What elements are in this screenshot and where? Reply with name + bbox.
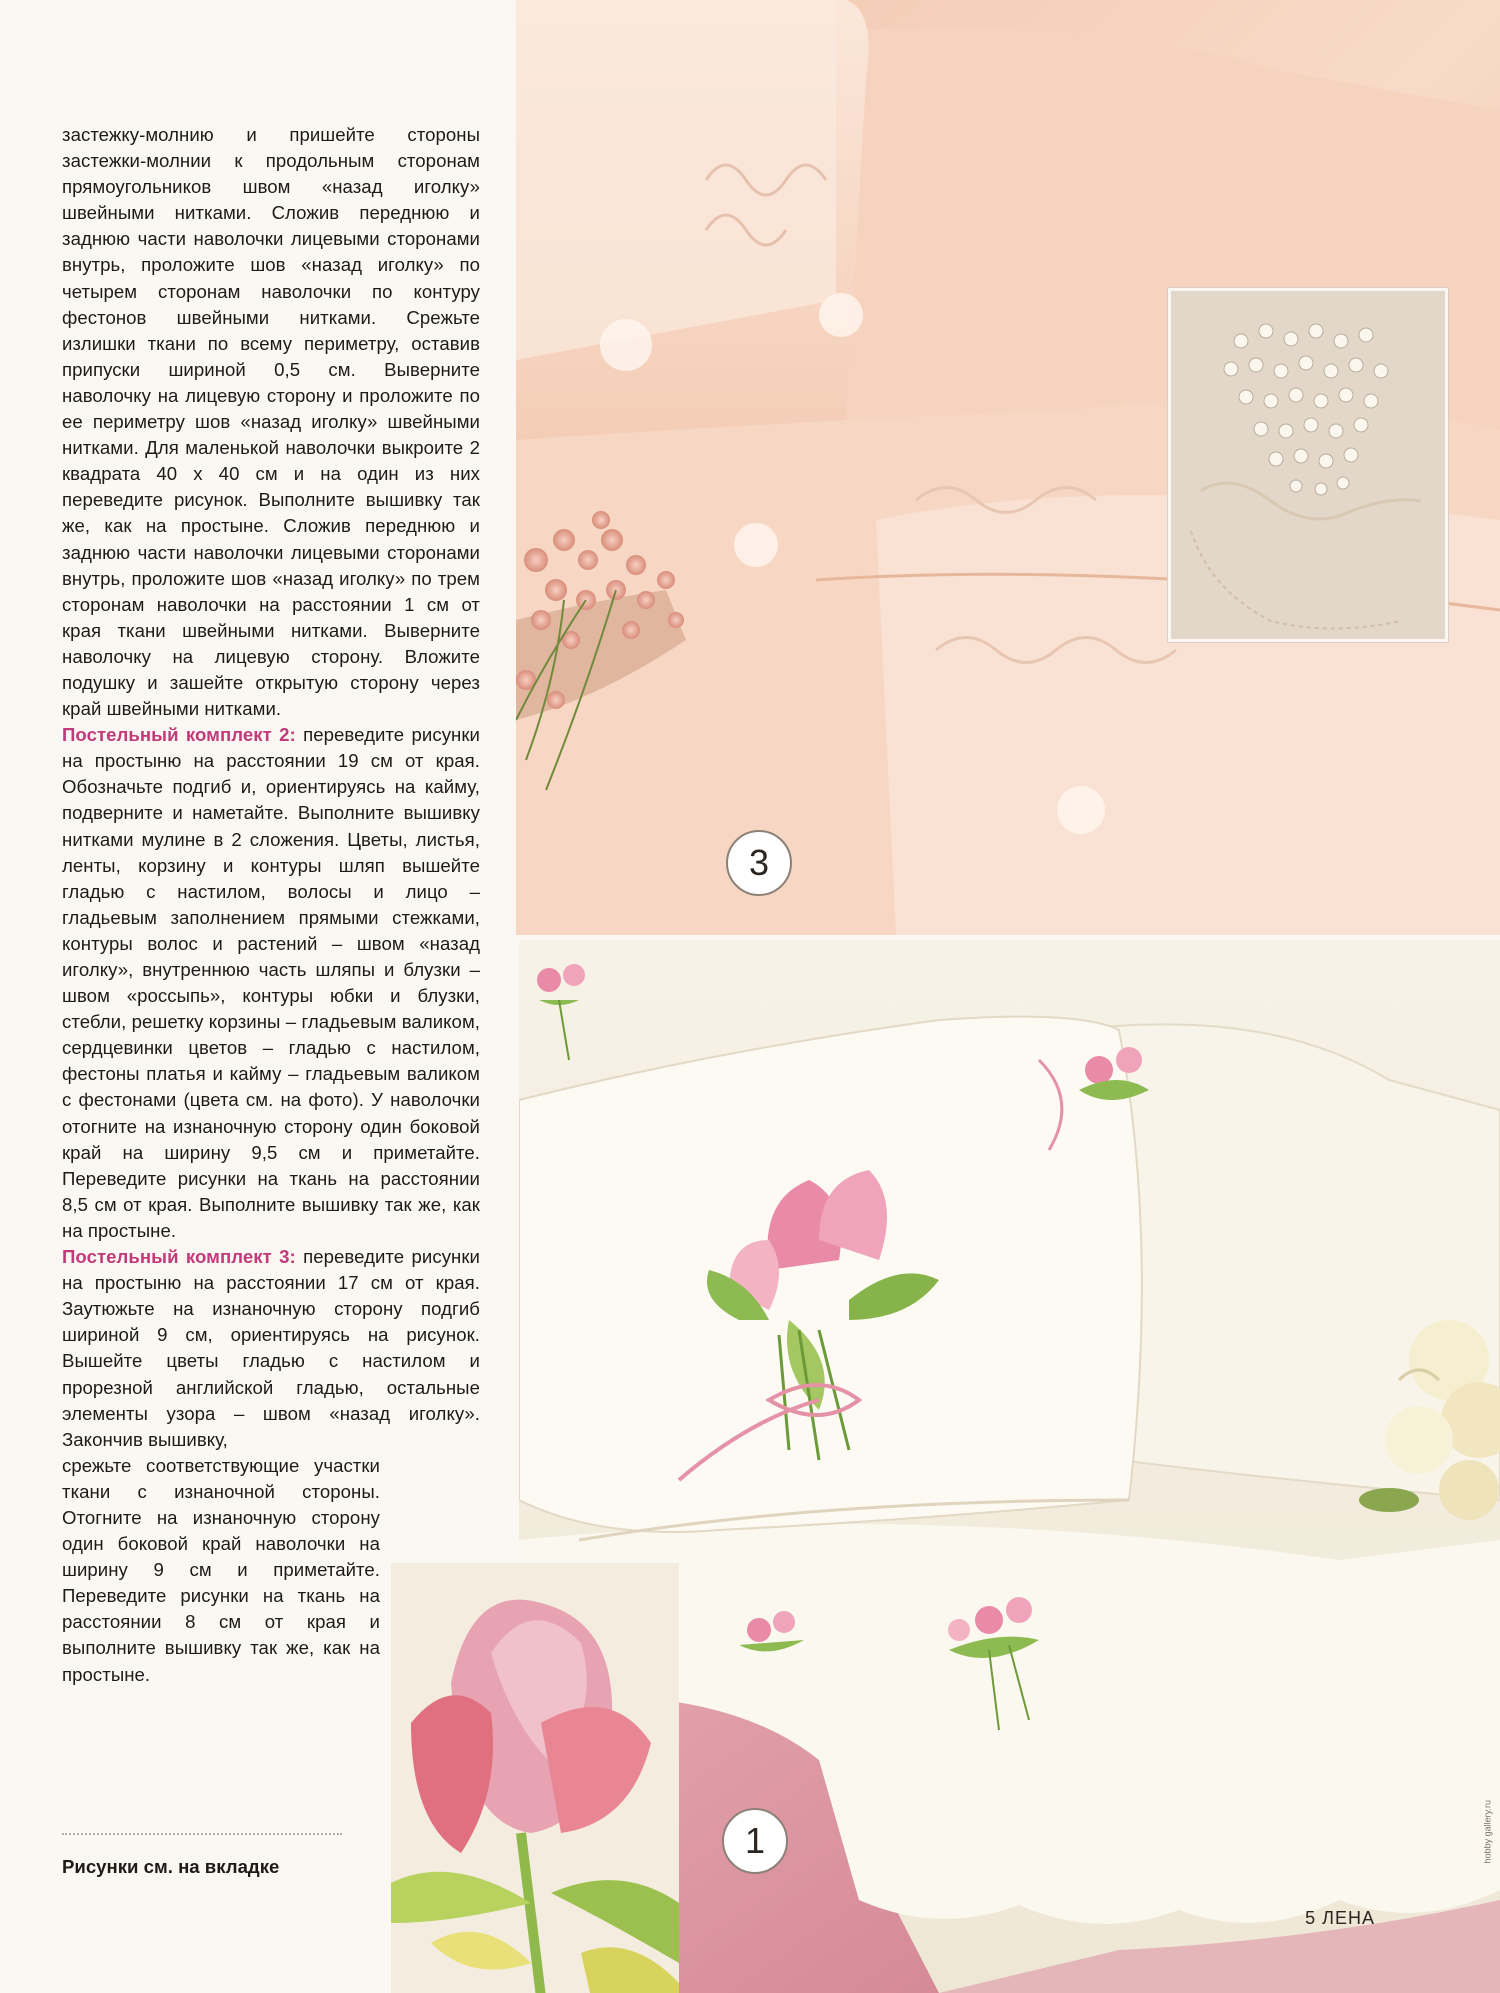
tulip-closeup-illustration (391, 1563, 679, 1993)
page-folio: 5 ЛЕНА (1305, 1908, 1375, 1928)
article-text-column (62, 122, 480, 1688)
inset-closeup-whitework (1168, 288, 1448, 642)
kit-3-heading: Постельный комплект 3: (62, 1246, 296, 1268)
photo-number-1: 1 (722, 1808, 788, 1874)
photo-number-3: 3 (726, 830, 792, 896)
inset-closeup-tulip (387, 1559, 679, 1993)
article-paragraph-1: застежку-молнию и пришейте стороны застежки-молнии к продольным сторонам прямоугольников швом «назад иголку» швейными нитками. Сложив переднюю и заднюю части наволочки лицевыми сторонами внутрь, проложите шов «назад иголку» по четырем сторонам наволочки по контуру фестонов швейными нитками. Срежьте излишки ткани по всему периметру, оставив припуски шириной 0,5 см. Выверните наволочку на лицевую сторону и проложите по ее периметру шов «назад иголку» швейными нитками. Для маленькой наволочки выкроите 2 квадрата 40 х 40 см и на один из них переведите рисунок. Выполните вышивку так же, как на простыне. Сложив переднюю и заднюю части наволочки лицевыми сторонами внутрь, проложите шов «назад иголку» по трем сторонам наволочки на расстоянии 1 см от края ткани швейными нитками. Выверните наволочку на лицевую сторону. Вложите подушку и зашейте открытую сторону через край швейными нитками. (62, 124, 480, 720)
article-paragraph-kit-3-continued: срежьте соответствующие участки ткани с изнаночной стороны. Отогните на изнаночную сторону один боковой край наволочки на ширину 9 см и приметайте. Переведите рисунки на ткань на расстоянии 8 см от края и выполните вышивку так же, как на простыне. (62, 1454, 380, 1685)
whitework-closeup-illustration (1171, 291, 1445, 639)
see-figures-note: Рисунки см. на вкладке (62, 1856, 280, 1877)
kit-2-heading: Постельный комплект 2: (62, 724, 296, 746)
kit-2-text: переведите рисунки на простыню на расстоянии 19 см от края. Обозначьте подгиб и, ориентируясь на кайму, подверните и наметайте. Выполните вышивку нитками мулине в 2 сложения. Цветы, листья, ленты, корзину и контуры шляп вышейте гладью с настилом, волосы и лицо – гладьевым заполнением прямыми стежками, контуры волос и растений – швом «назад иголку», внутреннюю часть шляпы и блузки – швом «россыпь», контуры юбки и блузки, стебли, решетку корзины – гладьевым валиком, сердцевинки цветов – гладью с настилом, фестоны платья и кайму – гладьевым валиком с фестонами (цвета см. на фото). У наволочки отогните на изнаночную сторону один боковой край на ширину 9,5 см и приметайте. Переведите рисунки на ткань на расстоянии 8,5 см от края. Выполните вышивку так же, как на простыне. (62, 724, 480, 1241)
scan-credit: hobby gallery.ru (1482, 1800, 1492, 1864)
dotted-divider (62, 1833, 342, 1835)
article-paragraph-kit-2 (62, 722, 480, 1244)
article-paragraph-kit-3 (62, 1244, 480, 1453)
kit-3-text: переведите рисунки на простыню на расстоянии 17 см от края. Заутюжьте на изнаночную сторону подгиб шириной 9 см, ориентируясь на рисунок. Вышейте цветы гладью с настилом и прорезной английской гладью, остальные элементы узора – швом «назад иголку». Закончив вышивку, (62, 1246, 480, 1450)
